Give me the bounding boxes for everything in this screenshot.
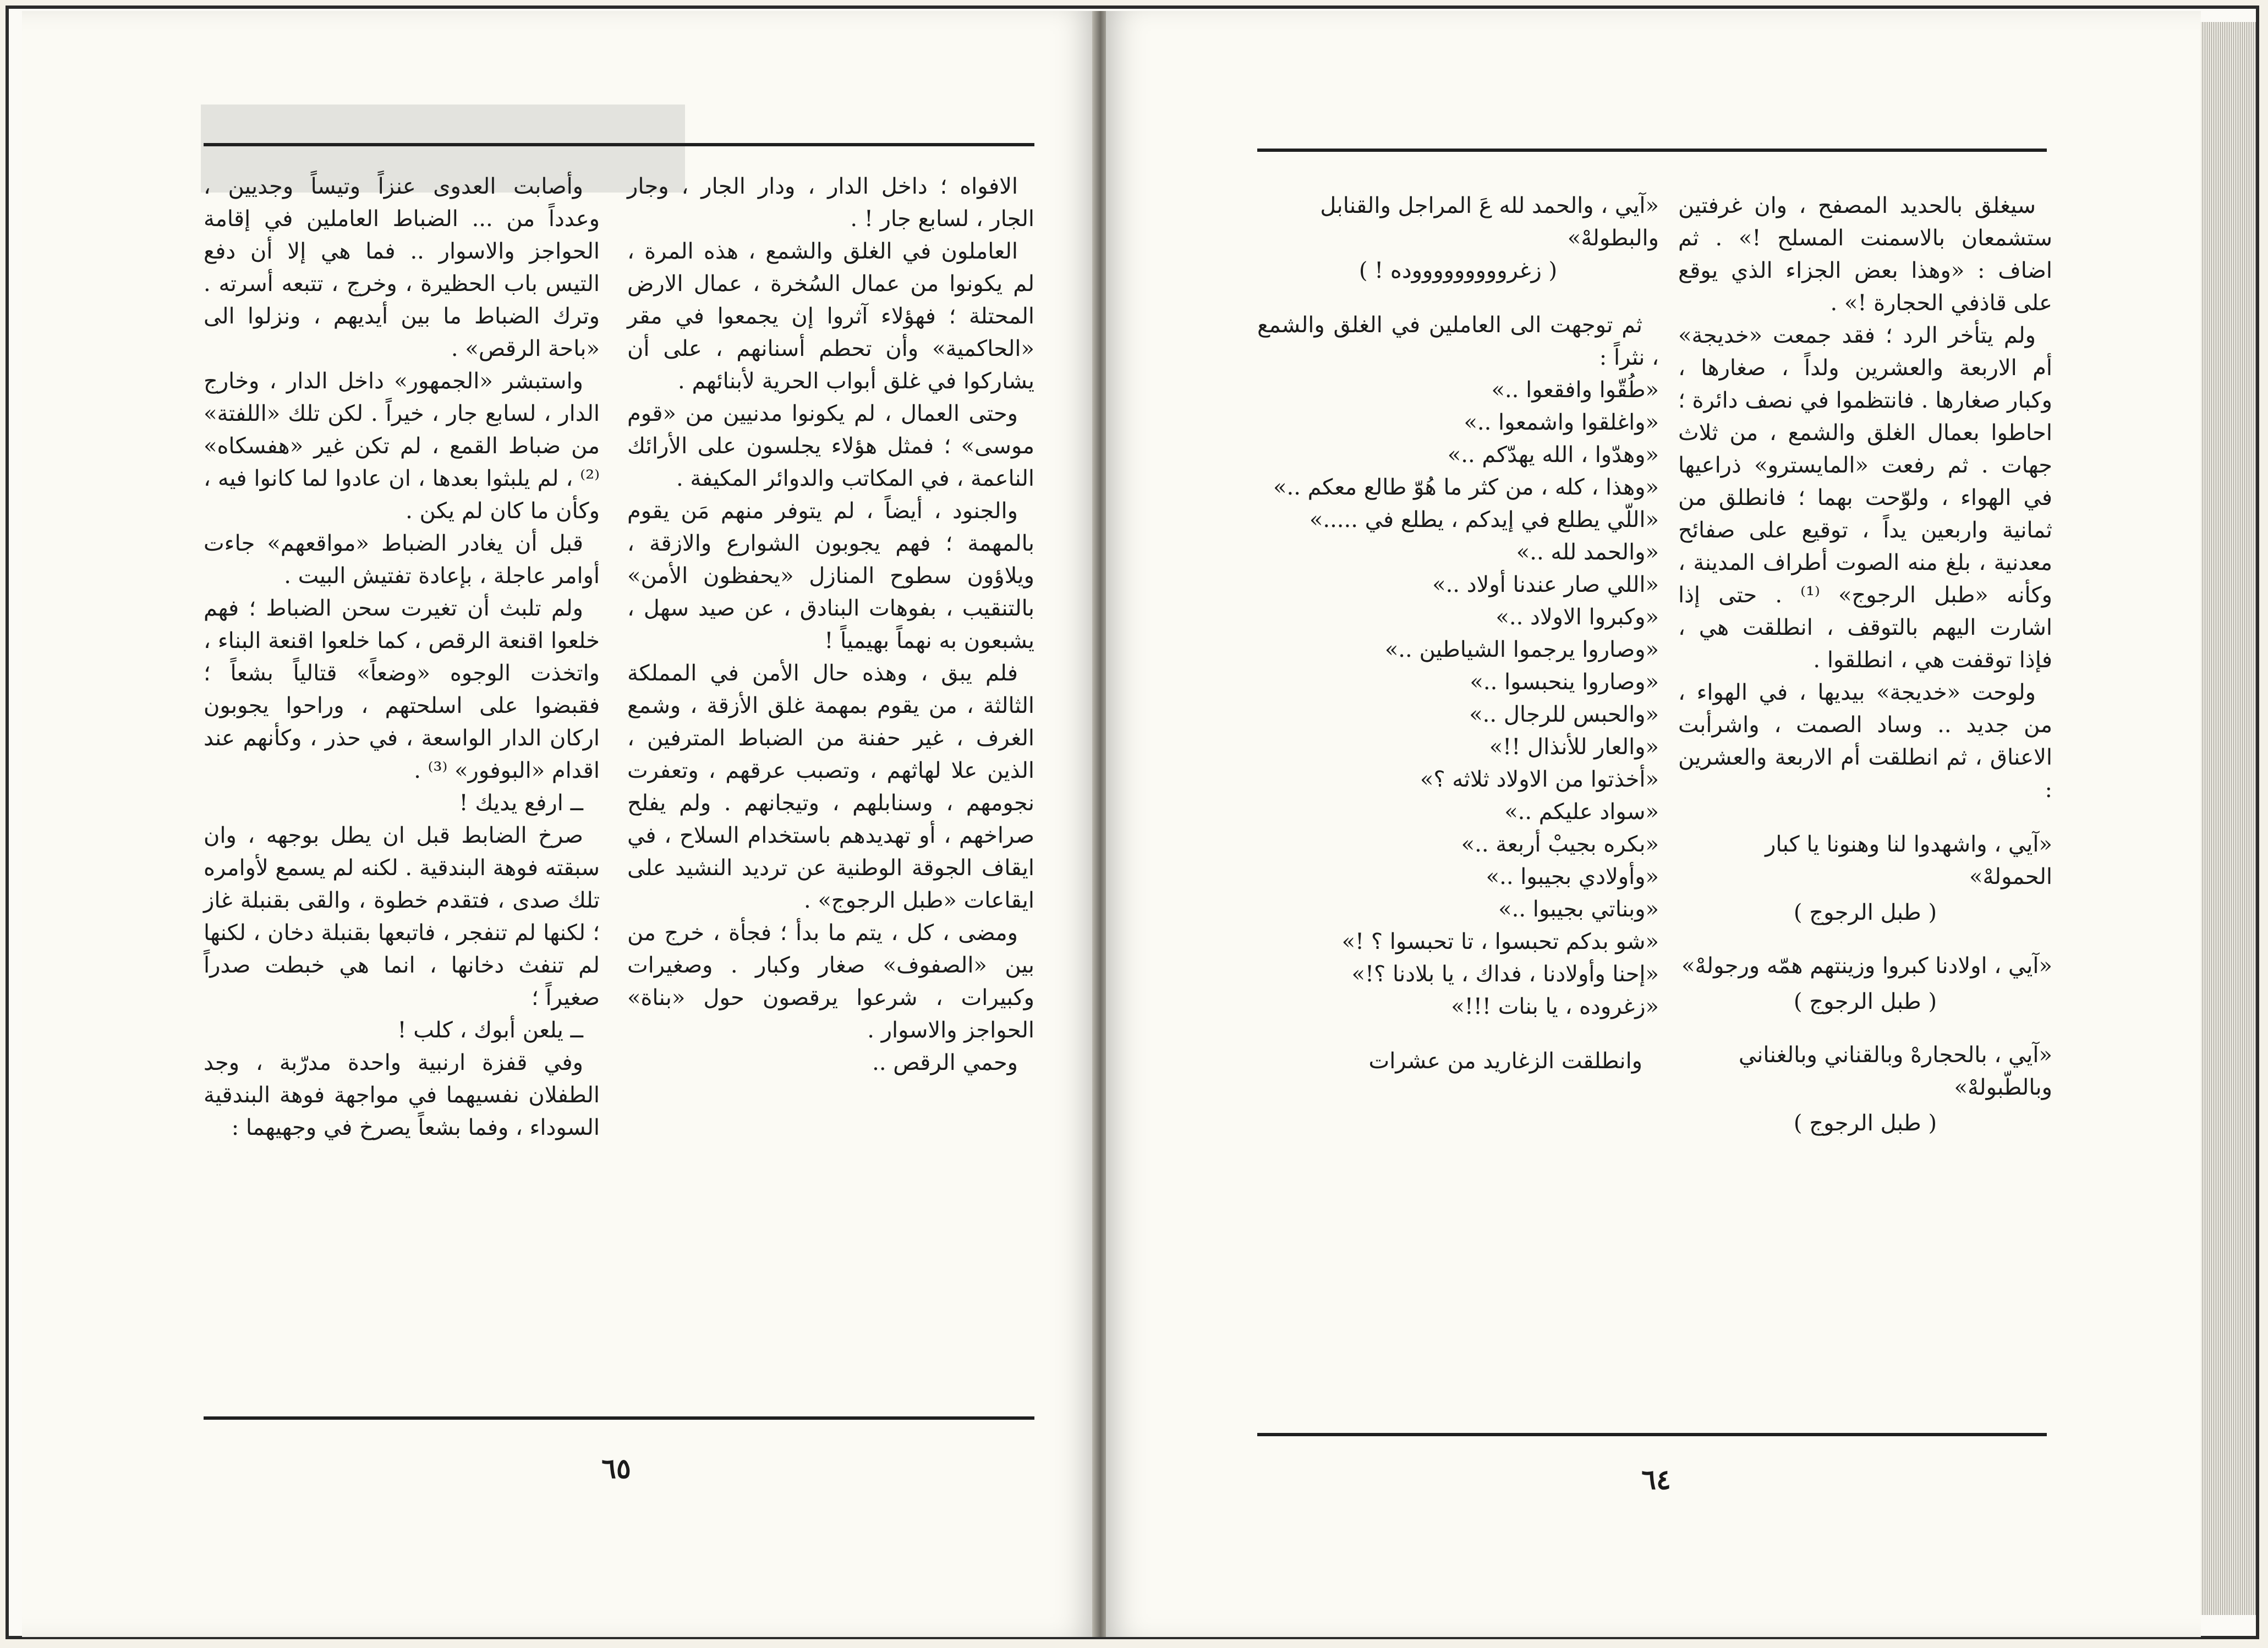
verse-line: «وهذا ، كله ، من كثر ما هُوّ طالع معكم ..» — [1273, 475, 1659, 500]
spacer — [1257, 287, 1659, 309]
right-page-right-column — [1678, 190, 2052, 1161]
left-page — [22, 11, 1095, 1637]
bottom-rule — [204, 1416, 1034, 1420]
verse-line: «وهدّوا ، الله يهدّكم ..» — [1447, 442, 1659, 468]
verse-line: «إحنا وأولادنا ، فداك ، يا بلادنا ؟!» — [1351, 962, 1659, 987]
verse-line: «وصاروا يرجموا الشياطين ..» — [1384, 637, 1659, 662]
verse-line: «بكره بجيبْ أربعة ..» — [1461, 832, 1659, 857]
verse-line: «آيي ، والحمد لله عَ المراجل والقنابل والبطولهْ» — [1320, 193, 1659, 251]
top-rule — [204, 143, 1034, 146]
paragraph: واستبشر «الجمهور» داخل الدار ، وخارج الدار ، لسابع جار ، خيراً . لكن تلك «اللفتة» من ضباط القمع ، لم تكن غير «هفسكاه» ⁽²⁾ ، لم يلبثوا بعدها ، ان عادوا لما كانوا فيه ، وكأن ما كان لم يكن . — [204, 369, 600, 524]
bottom-rule — [1257, 1433, 2047, 1436]
verse-line: «آيي ، بالحجارهْ وبالقناني وبالغناني وبالطّبولهْ» — [1738, 1042, 2052, 1100]
verse-line: «اللي صار عندنا أولاد ..» — [1432, 572, 1659, 597]
verse-line: «واغلقوا واشمعوا ..» — [1464, 410, 1659, 435]
page-edges — [2201, 22, 2256, 1615]
verse-line: «والحبس للرجال ..» — [1469, 702, 1659, 727]
verse-line: «وصاروا ينحبسوا ..» — [1470, 669, 1659, 695]
verse-line: «أخذتوا من الاولاد ثلاثه ؟» — [1420, 767, 1659, 792]
verse-line: «اللّي يطلع في إيدكم ، يطلع في .....» — [1309, 507, 1659, 532]
verse-line: «وكبروا الاولاد ..» — [1495, 605, 1659, 630]
verse-line: «زغروده ، يا بنات !!!» — [1451, 994, 1659, 1019]
paragraph: الافواه ؛ داخل الدار ، ودار الجار ، وجار الجار ، لسابع جار ! . — [627, 174, 1034, 232]
verse-line: «سواد عليكم ..» — [1504, 799, 1659, 825]
paragraph: صرخ الضابط قبل ان يطل بوجهه ، وان سبقته فوهة البندقية . لكنه لم يسمع لأوامره تلك صدى ، فتقدم خطوة ، والقى بقنبلة غاز ؛ لكنها لم تنفجر ، فاتبعها بقنبلة دخان ، لكنها لم تنفث دخانها ، انما هي خبطت صدراً صغيراً ؛ — [204, 823, 600, 1010]
paragraph: وحتى العمال ، لم يكونوا مدنيين من «قوم موسى» ؛ فمثل هؤلاء يجلسون على الأرائك الناعمة ، في المكاتب والدوائر المكيفة . — [627, 401, 1034, 491]
paragraph: ولوحت «خديجة» بيديها ، في الهواء ، من جديد .. وساد الصمت ، واشرأبت الاعناق ، ثم انطلقت أم الاربعة والعشرين : — [1678, 680, 2052, 803]
page-number: ٦٤ — [1641, 1463, 1671, 1496]
paragraph: العاملون في الغلق والشمع ، هذه المرة ، لم يكونوا من عمال السُخرة ، عمال الارض المحتلة ؛ فهؤلاء آثروا إن يجمعوا في مقر «الحاكمية» وأن تحطم أسنانهم ، على أن يشاركوا في غلق أبواب الحرية لأبنائهم . — [627, 239, 1034, 394]
paragraph: ــ يلعن أبوك ، كلب ! — [397, 1018, 583, 1043]
verse-chorus: ( طبل الرجوج ) — [1793, 1111, 1937, 1136]
page-number: ٦٥ — [601, 1452, 631, 1485]
top-rule — [1257, 149, 2047, 152]
right-page — [1106, 11, 2201, 1637]
verse-line: «وبناتي بجيبوا ..» — [1498, 897, 1659, 922]
right-page-left-column — [1257, 190, 1659, 1078]
verse-line: «آيي ، اولادنا كبروا وزينتهم همّه ورجولهْ» — [1681, 953, 2052, 979]
paragraph: وفي قفزة ارنبية واحدة مدرّبة ، وجد الطفلان نفسيهما في مواجهة فوهة البندقية السوداء ، وفما بشعاً يصرخ في وجهيهما : — [204, 1050, 600, 1140]
paragraph: ولم تلبث أن تغيرت سحن الضباط ؛ فهم خلعوا اقنعة الرقص ، كما خلعوا اقنعة البناء ، واتخذت الوجوه «وضعاً» قتالياً بشعاً ؛ فقبضوا على اسلحتهم ، وراحوا يجوبون اركان الدار الواسعة ، في حذر ، وكأنهم عند اقدام «البوفور» ⁽³⁾ . — [204, 596, 600, 783]
verse-line: «وأولادي بجيبوا ..» — [1486, 864, 1659, 889]
verse-line: «طُقّوا وافقعوا ..» — [1491, 377, 1659, 403]
paragraph: ثم توجهت الى العاملين في الغلق والشمع ، نثراً : — [1257, 312, 1659, 370]
verse-line: «شو بدكم تحبسوا ، تا تحبسوا ؟ !» — [1341, 929, 1659, 954]
verse-refrain: ( زغروووووووووده ! ) — [1358, 258, 1558, 283]
paragraph: وانطلقت الزغاريد من عشرات — [1368, 1048, 1642, 1074]
left-page-right-column — [627, 171, 1034, 1079]
verse-chorus: ( طبل الرجوج ) — [1793, 989, 1937, 1014]
paragraph: سيغلق بالحديد المصفح ، وان غرفتين ستشمعان بالاسمنت المسلح !» . ثم اضاف : «وهذا بعض الجزاء الذي يوقع على قاذفي الحجارة !» . — [1678, 193, 2052, 316]
verse-chorus: ( طبل الرجوج ) — [1793, 900, 1937, 925]
verse-line: «آيي ، واشهدوا لنا وهنونا يا كبار الحمولهْ» — [1765, 832, 2052, 889]
paragraph: وأصابت العدوى عنزاً وتيساً وجديين ، وعدداً من ... الضباط العاملين في إقامة الحواجز والاسوار .. فما هي إلا أن دفع التيس باب الحظيرة ، وخرج ، تتبعه أسرته . وترك الضباط ما بين أيديهم ، ونزلوا الى «باحة الرقص» . — [204, 174, 600, 361]
paragraph: ومضى ، كل ، يتم ما بدأ ؛ فجأة ، خرج من بين «الصفوف» صغار وكبار . وصغيرات وكبيرات ، شرعوا يرقصون حول «بناة» الحواجز والاسوار . — [627, 920, 1034, 1043]
left-page-left-column — [204, 171, 600, 1144]
paragraph: ولم يتأخر الرد ؛ فقد جمعت «خديجة» أم الاربعة والعشرين ولداً ، صغارها ، وكبار صغارها . فانتظموا في نصف دائرة ؛ احاطوا بعمال الغلق والشمع ، من ثلاث جهات . ثم رفعت «المايسترو» ذراعيها في الهواء ، ولوّحت بهما ؛ فانطلق من ثمانية واربعين يداً ، توقيع على صفائح معدنية ، بلغ منه الصوت أطراف المدينة ، وكأنه «طبل الرجوج» ⁽¹⁾ . حتى إذا اشارت اليهم بالتوقف ، انطلقت هي ، فإذا توقفت هي ، انطلقوا . — [1678, 323, 2052, 673]
paragraph: وحمي الرقص .. — [872, 1050, 1018, 1075]
paragraph: فلم يبق ، وهذه حال الأمن في المملكة الثالثة ، من يقوم بمهمة غلق الأزقة ، وشمع الغرف ، غير حفنة من الضباط المترفين ، الذين علا لهاثهم ، وتصبب عرقهم ، وتعفرت نجومهم ، وسنابلهم ، وتيجانهم . ولم يفلح صراخهم ، أو تهديدهم باستخدام السلاح ، في ايقاف الجوقة الوطنية عن ترديد النشيد على ايقاعات «طبل الرجوج» . — [627, 661, 1035, 913]
paragraph: والجنود ، أيضاً ، لم يتوفر منهم مَن يقوم بالمهمة ؛ فهم يجوبون الشوارع والازقة ، ويلاؤون سطوح المنازل «يحفظون الأمن» بالتنقيب ، بفوهات البنادق ، عن صيد سهل ، يشبعون به نهماً بهيمياً ! — [627, 498, 1034, 653]
spacer — [1678, 806, 2052, 828]
paragraph: قبل أن يغادر الضباط «مواقعهم» جاءت أوامر عاجلة ، بإعادة تفتيش البيت . — [204, 531, 600, 589]
paragraph: ــ ارفع يديك ! — [459, 790, 583, 816]
verse-line: «والعار للأنذال !!» — [1489, 734, 1659, 760]
spacer — [1257, 1023, 1659, 1045]
verse-line: «والحمد لله ..» — [1516, 540, 1659, 565]
